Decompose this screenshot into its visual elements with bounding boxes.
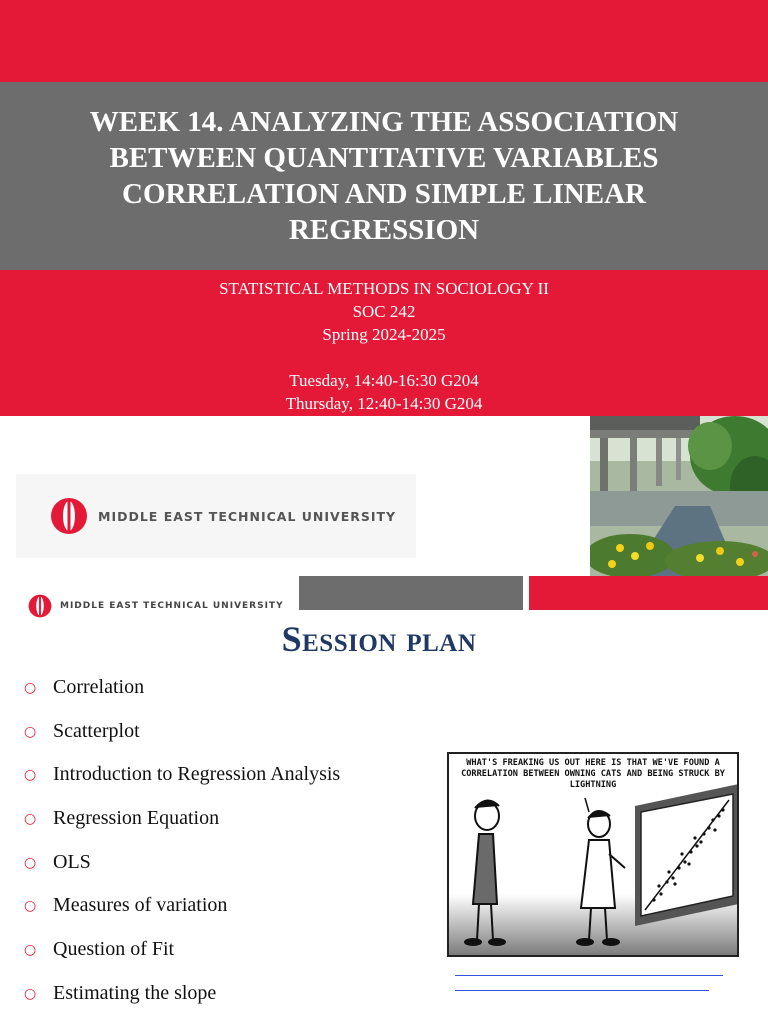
bullet-circle-icon: ○ [24,985,37,1002]
list-item [24,982,340,1026]
university-name-small: MIDDLE EAST TECHNICAL UNIVERSITY [60,601,284,611]
list-item [24,894,340,938]
correlation-cartoon [447,752,739,957]
list-item-label: Correlation [53,676,145,698]
university-logo-large [16,474,416,558]
schedule-block [0,369,768,415]
title-topic: ANALYZING THE ASSOCIATION BETWEEN QUANTITATIVE VARIABLES CORRELATION AND SIMPLE LINEAR REGRESSION [109,106,679,246]
list-item [24,807,340,851]
link-underline[interactable] [455,990,709,991]
list-item [24,938,340,982]
course-name: STATISTICAL METHODS IN SOCIOLOGY II [219,279,549,298]
list-item [24,676,340,720]
bullet-circle-icon: ○ [24,942,37,959]
session-plan-title [0,618,758,660]
schedule-tuesday: Tuesday, 14:40-16:30 G204 [289,371,479,390]
list-item-label: Scatterplot [53,719,140,742]
top-red-band [0,0,768,82]
campus-photo [590,416,768,576]
list-item-label: Introduction to Regression Analysis [53,763,341,786]
list-item [24,720,340,764]
list-item-label: Question of Fit [53,938,175,961]
list-item [24,851,340,895]
metu-logo-icon [28,594,52,618]
link-underline[interactable] [455,975,723,976]
bullet-circle-icon: ○ [24,898,37,915]
course-info-band [0,270,768,416]
session-plan-list [24,676,340,1026]
session-plan-title-text: Session plan [281,619,477,659]
university-name: MIDDLE EAST TECHNICAL UNIVERSITY [98,508,397,524]
cartoon-caption: WHAT'S FREAKING US OUT HERE IS THAT WE'VE FOUND A CORRELATION BETWEEN OWNING CATS AND BEING STRUCK BY LIGHTNING [461,758,725,790]
list-item-label: Regression Equation [53,807,220,830]
title-band [0,82,768,270]
metu-logo-icon [50,497,88,535]
course-term: Spring 2024-2025 [322,325,446,344]
list-item [24,763,340,807]
header-red-bar [529,576,768,610]
header-gray-bar [299,576,523,610]
bullet-circle-icon: ○ [24,723,37,740]
university-logo-small [28,594,284,618]
bullet-circle-icon: ○ [24,854,37,871]
course-code: SOC 242 [352,302,416,321]
course-block [0,277,768,346]
slide-title [64,104,704,248]
list-item-label: Estimating the slope [53,981,217,1004]
list-item-label: OLS [53,850,91,873]
bullet-circle-icon: ○ [24,767,37,784]
list-item-label: Measures of variation [53,894,228,917]
schedule-thursday: Thursday, 12:40-14:30 G204 [285,394,483,413]
bullet-circle-icon: ○ [24,680,37,696]
bullet-circle-icon: ○ [24,811,37,828]
title-week: WEEK 14. [89,106,224,138]
